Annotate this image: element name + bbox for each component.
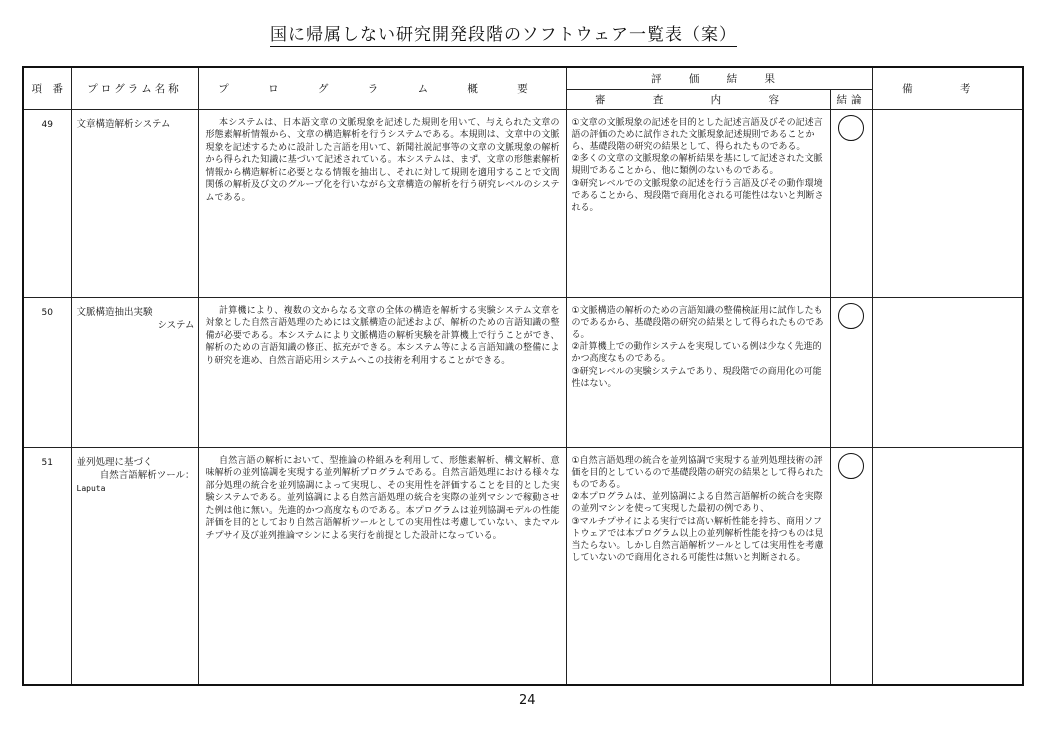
summary-text: 自然言語の解析において、型推論の枠組みを利用して、形態素解析、構文解析、意味解析の並列協調を実現する並列解析プログラムである。自然言語処理における様々な部分処理の統合を並列協調によって実現し、その実用性を評価することを目的とした実験システムである。並列協調による自然言語処理の統合を実際の並列マシンで稼動させた例は他に無い。先進的かつ高度なものである。本プログラムは並列協調モデルの性能評価を目的としており自然言語解析ツールとしての実用性は考慮していない、またマルチプサイ及び並列推論マシンによる実行を前提とした設計になっている。 (205, 455, 560, 542)
program-summary (198, 447, 566, 685)
program-name-line1: 文章構造解析システム (76, 118, 171, 130)
review-item: ②多くの文章の文脈現象の解析結果を基にして記述された文脈規則であることから、他に類例のないものである。 (571, 154, 823, 177)
program-name-line1: 文脈構造抽出実験 (76, 306, 153, 318)
header-item-no: 項 番 (23, 67, 71, 109)
program-name (71, 297, 198, 447)
review-item: ①文脈構造の解析のための言語知識の整備検証用に試作したものであるから、基礎段階の研究の結果として得られたものである。 (571, 305, 824, 340)
program-name (71, 109, 198, 297)
software-table (22, 66, 1024, 686)
review-item: ③研究レベルでの文脈現象の記述を行う言語及びその動作環境であることから、現段階で商用化される可能性はないと判断される。 (571, 178, 824, 213)
page-number: 24 (519, 693, 536, 708)
header-conclusion: 結論 (830, 89, 872, 109)
remarks-cell (872, 297, 1023, 447)
review-content (566, 297, 830, 447)
table-row (23, 297, 1023, 447)
program-summary (198, 109, 566, 297)
approved-circle-icon (838, 453, 864, 479)
review-item: ②本プログラムは、並列協調による自然言語解析の統合を実際の並列マシンを使って実現した最初の例であり、 (571, 492, 823, 515)
remarks-cell (872, 447, 1023, 685)
item-number: 51 (23, 447, 71, 685)
header-remarks: 備 考 (872, 67, 1023, 109)
review-item: ③研究レベルの実験システムであり、現段階での商用化の可能性はない。 (571, 366, 822, 389)
conclusion-cell (830, 109, 872, 297)
header-program-summary: プ ロ グ ラ ム 概 要 (198, 67, 566, 109)
conclusion-cell (830, 297, 872, 447)
program-name (71, 447, 198, 685)
program-name-sub: Laputa (76, 483, 106, 493)
program-summary (198, 297, 566, 447)
review-content (566, 447, 830, 685)
remarks-cell (872, 109, 1023, 297)
table-row (23, 447, 1023, 685)
review-item: ②計算機上での動作システムを実現している例は少なく先進的かつ高度なものである。 (571, 342, 822, 365)
item-number: 49 (23, 109, 71, 297)
review-content (566, 109, 830, 297)
item-number: 50 (23, 297, 71, 447)
program-name-line1: 並列処理に基づく (76, 456, 153, 468)
review-item: ①文章の文脈現象の記述を目的とした記述言語及びその記述言語の評価のために試作された文脈現象記述規則であることから、基礎段階の研究の結果として、得られたものである。 (571, 117, 823, 152)
header-review-content: 審 査 内 容 (566, 89, 830, 109)
approved-circle-icon (838, 115, 864, 141)
approved-circle-icon (838, 303, 864, 329)
program-name-line2: システム (157, 319, 195, 331)
program-name-line2: 自然言語解析ツール： (99, 469, 195, 481)
header-program-name: プログラム名称 (71, 67, 198, 109)
header-evaluation-results: 評 価 結 果 (566, 67, 872, 89)
summary-text: 計算機により、複数の文からなる文章の全体の構造を解析する実験システム文章を対象とした自然言語処理のためには文脈構造の記述および、解析のための言語知識の整備が必要である。本システムにより文脈構造の解析実験を計算機上で行うことができ、解析のための言語知識の修正、拡充ができる。本システム等による言語知識の整備により研究を進め、自然言語応用システムへこの技術を利用することができる。 (205, 305, 560, 366)
summary-text: 本システムは、日本語文章の文脈現象を記述した規則を用いて、与えられた文章の形態素解析情報から、文章の構造解析を行うシステムである。本規則は、文章中の文脈現象を記述するために設計した言語を用いて、新聞社説記事等の文章の文脈現象の解析から得られた知識に基づいて記述されている。本システムは、まず、文章の形態素解析情報から構造解析に必要となる情報を抽出し、それに対して規則を適用することで文間関係の解析及び文のグループ化を行いながら文章構造の解析を行う研究レベルのシステムである。 (205, 117, 560, 204)
conclusion-cell (830, 447, 872, 685)
review-item: ①自然言語処理の統合を並列協調で実現する並列処理技術の評価を目的としているので基礎段階の研究の結果として得られたものである。 (571, 455, 824, 490)
table-row (23, 109, 1023, 297)
review-item: ③マルチプサイによる実行では高い解析性能を持ち、商用ソフトウェアでは本プログラム以上の並列解析性能を持つものは見当たらない。しかし自然言語解析ツールとしては実用性を考慮していないので商用化される可能性は無いと判断される。 (571, 516, 824, 564)
page-title: 国に帰属しない研究開発段階のソフトウェア一覧表（案） (270, 20, 737, 47)
